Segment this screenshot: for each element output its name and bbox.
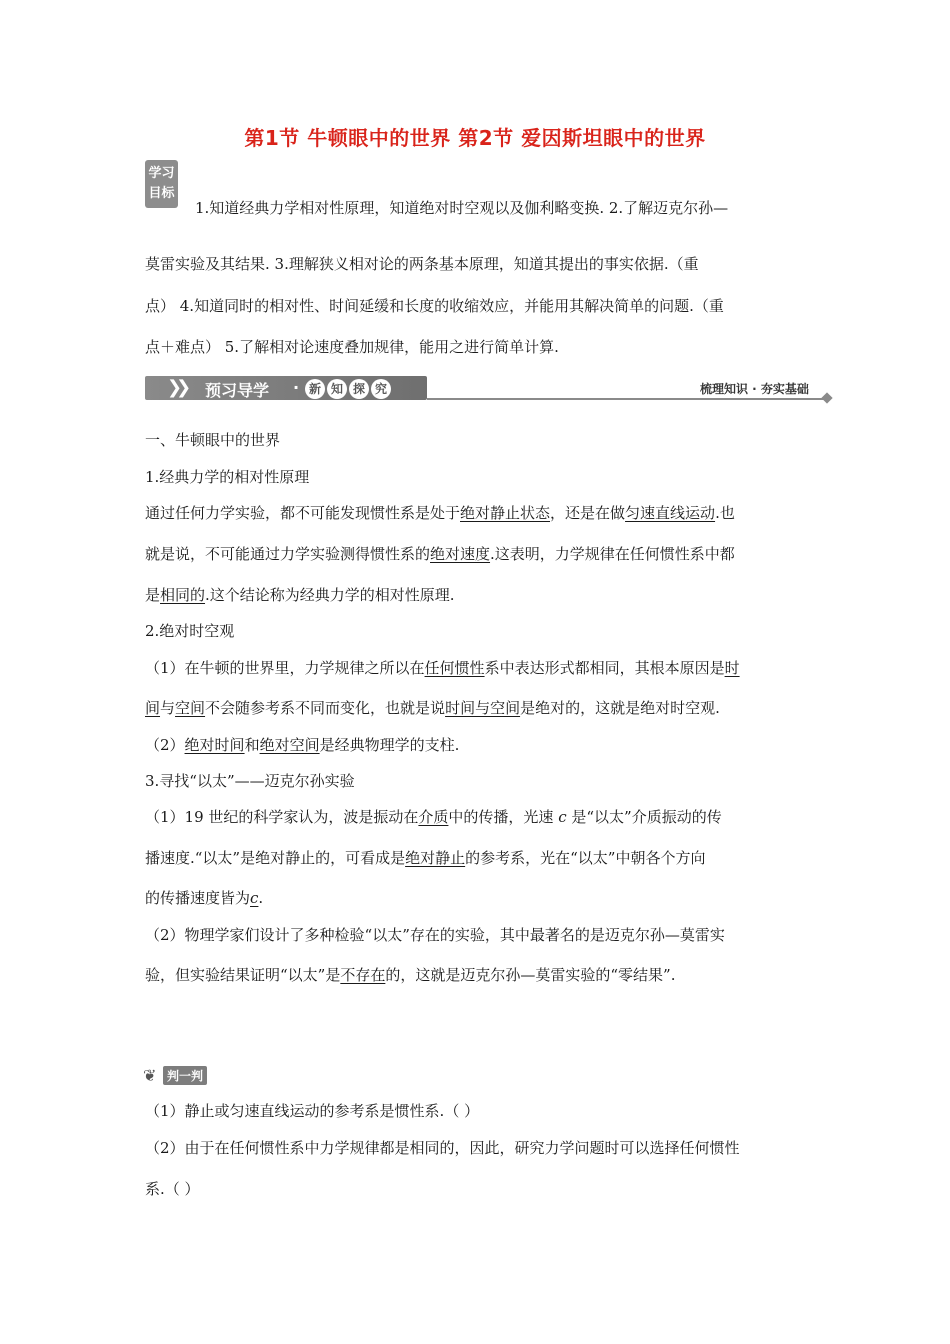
answer-blank: 不存在: [340, 966, 386, 984]
paragraph-line: [145, 965, 810, 985]
text: 是绝对的，这就是绝对时空观.: [520, 699, 720, 717]
text: 系中表达形式都相同，其根本原因是: [484, 659, 725, 677]
banner-circle-char: 知: [327, 379, 347, 399]
banner-rule: [427, 398, 827, 400]
section-banner: [145, 376, 835, 402]
paragraph-line: [145, 848, 810, 868]
text: （1）在牛顿的世界里，力学规律之所以在: [145, 659, 425, 677]
goals-line-3: 点） 4.知道同时的相对性、时间延缓和长度的收缩效应，并能用其解决简单的问题.（重: [145, 297, 724, 315]
banner-dot: ·: [293, 378, 300, 397]
paragraph-line: [145, 503, 810, 523]
banner-circle-char: 新: [305, 379, 325, 399]
answer-blank: 时: [724, 659, 740, 677]
leaf-icon: ❦: [143, 1066, 157, 1085]
answer-blank: 空间: [175, 699, 206, 717]
text: 的传播速度皆为: [145, 889, 251, 907]
text: 通过任何力学实验，都不可能发现惯性系是处于: [145, 504, 461, 522]
text: .这个结论称为经典力学的相对性原理.: [205, 586, 455, 604]
text: .也: [715, 504, 735, 522]
question-1: （1）静止或匀速直线运动的参考系是惯性系.（ ）: [145, 1102, 480, 1120]
text: .: [258, 889, 264, 907]
subheading-1: 1.经典力学的相对性原理: [145, 468, 310, 486]
chevron-right-icon: ❯❯: [167, 377, 186, 398]
badge-line-1: 学习: [148, 166, 175, 181]
answer-blank: 绝对速度: [430, 545, 491, 563]
badge-line-2: 目标: [148, 186, 175, 201]
text: （1）19 世纪的科学家认为，波是振动在: [145, 808, 419, 826]
goals-line-4: 点＋难点） 5.了解相对论速度叠加规律，能用之进行简单计算.: [145, 338, 559, 356]
answer-blank: c: [250, 889, 259, 907]
paragraph-line: [145, 888, 810, 908]
text: 是经典物理学的支柱.: [319, 736, 460, 754]
text: .这表明，力学规律在任何惯性系中都: [490, 545, 735, 563]
answer-blank: 时间与空间: [445, 699, 521, 717]
answer-blank: 绝对空间: [259, 736, 320, 754]
text: 不会随参考系不同而变化，也就是说: [205, 699, 446, 717]
text: 与: [160, 699, 176, 717]
text: ，还是在做: [550, 504, 626, 522]
goals-line-2: 莫雷实验及其结果. 3.理解狭义相对论的两条基本原理，知道其提出的事实依据.（重: [145, 255, 699, 273]
text: 是: [145, 586, 161, 604]
text: 验，但实验结果证明“以太”是: [145, 966, 341, 984]
text: 和: [244, 736, 260, 754]
paragraph-line: [145, 807, 810, 827]
answer-blank: 匀速直线运动: [625, 504, 716, 522]
page-title: 第1节 牛顿眼中的世界 第2节 爱因斯坦眼中的世界: [244, 126, 706, 150]
subheading-2: 2.绝对时空观: [145, 622, 235, 640]
text: 的，这就是迈克尔孙—莫雷实验的“零结果”.: [385, 966, 676, 984]
diamond-icon: [821, 392, 832, 403]
question-2-line-2: 系.（ ）: [145, 1180, 200, 1198]
paragraph-line: [145, 698, 810, 718]
learning-goals-badge: [145, 160, 178, 208]
speed-of-light-symbol: c: [558, 808, 567, 826]
banner-circle-char: 探: [349, 379, 369, 399]
question-2-line-1: （2）由于在任何惯性系中力学规律都是相同的，因此，研究力学问题时可以选择任何惯性: [145, 1139, 740, 1157]
answer-blank: 间: [145, 699, 161, 717]
paragraph-line: （2）物理学家们设计了多种检验“以太”存在的实验，其中最著名的是迈克尔孙—莫雷实: [145, 926, 725, 944]
text: 就是说，不可能通过力学实验测得惯性系的: [145, 545, 431, 563]
answer-blank: 绝对时间: [184, 736, 245, 754]
answer-blank: 任何惯性: [424, 659, 485, 677]
section-heading: 一、牛顿眼中的世界: [145, 431, 281, 449]
answer-blank: 绝对静止状态: [460, 504, 551, 522]
banner-circle-char: 究: [371, 379, 391, 399]
answer-blank: 介质: [418, 808, 449, 826]
judge-tag: 判一判: [163, 1066, 207, 1085]
text: 的参考系，光在“以太”中朝各个方向: [465, 849, 706, 867]
banner-circle-group: [305, 378, 393, 398]
text: 中的传播，光速: [448, 808, 559, 826]
banner-right-text: 梳理知识 · 夯实基础: [700, 382, 809, 396]
subheading-3: 3.寻找“以太”——迈克尔孙实验: [145, 772, 355, 790]
paragraph-line: [145, 544, 810, 564]
text: 是“以太”介质振动的传: [566, 808, 722, 826]
paragraph-line: [145, 585, 810, 605]
text: 播速度.“以太”是绝对静止的，可看成是: [145, 849, 406, 867]
paragraph-line: [145, 735, 810, 755]
answer-blank: 相同的: [160, 586, 206, 604]
paragraph-line: [145, 658, 810, 678]
answer-blank: 绝对静止: [405, 849, 466, 867]
goals-line-1: 1.知道经典力学相对性原理，知道绝对时空观以及伽利略变换. 2.了解迈克尔孙—: [195, 199, 729, 217]
text: （2）: [145, 736, 185, 754]
banner-title: 预习导学: [205, 381, 270, 400]
